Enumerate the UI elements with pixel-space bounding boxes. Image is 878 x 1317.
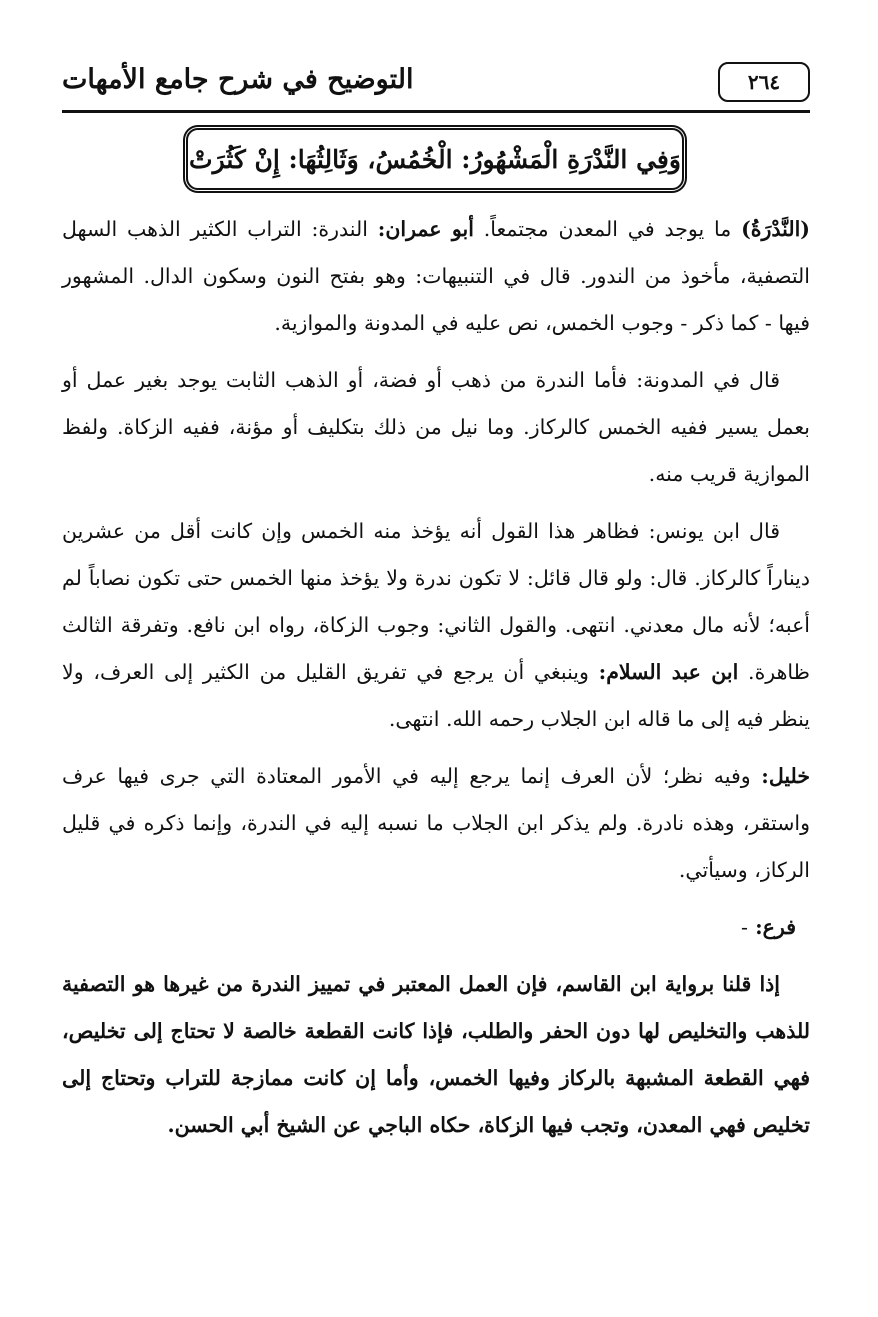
- subheading-text: فرع:: [755, 915, 796, 939]
- subheading-far: [62, 904, 810, 951]
- paragraph-5-text: إذا قلنا برواية ابن القاسم، فإن العمل المعتبر في تمييز الندرة من غيرها هو التصفية للذهب والتخليص لها دون الحفر والطلب، فإذا كانت القطعة خالصة لا تحتاج إلى تخليص، فهي القطعة المشبهة بالركاز وفيها الخمس، وأما إن كانت ممازجة للتراب وتحتاج إلى تخليص فهي المعدن، وتجب فيها الزكاة، حكاه الباجي عن الشيخ أبي الحسن.: [62, 972, 810, 1137]
- paragraph-1-text-b: الندرة: التراب الكثير الذهب السهل التصفية، مأخوذ من الندور. قال في التنبيهات: وهو بفتح النون وسكون الدال. المشهور فيها - كما ذكر - وجوب الخمس، نص عليه في المدونة والموازية.: [62, 217, 810, 335]
- paragraph-2-text: قال في المدونة: فأما الندرة من ذهب أو فضة، أو الذهب الثابت يوجد بغير عمل أو بعمل يسير ففيه الخمس كالركاز. وما نيل من ذلك بتكليف أو مؤنة، ففيه الزكاة. ولفظ الموازية قريب منه.: [62, 368, 810, 486]
- matn-heading-box: [186, 128, 684, 190]
- page-header: [62, 58, 810, 110]
- running-title: التوضيح في شرح جامع الأمهات: [62, 64, 414, 95]
- paragraph-4: [62, 753, 810, 894]
- header-rule: [62, 110, 810, 113]
- paragraph-5: [62, 961, 810, 1149]
- scholar-name-khalil: خليل:: [761, 764, 810, 788]
- scholar-name-abu-imran: أبو عمران:: [377, 217, 474, 241]
- paragraph-4-text: وفيه نظر؛ لأن العرف إنما يرجع إليه في الأمور المعتادة التي جرى فيها عرف واستقر، وهذه نادرة. ولم يذكر ابن الجلاب ما نسبه إليه في الندرة، وإنما ذكره في قليل الركاز، وسيأتي.: [62, 764, 810, 882]
- paragraph-3-text-a: قال ابن يونس: فظاهر هذا القول أنه يؤخذ منه الخمس وإن كانت أقل من عشرين ديناراً كالركاز. قال: ولو قال قائل: لا تكون ندرة ولا يؤخذ منها الخمس حتى تكون نصاباً لم أعبه؛ لأنه مال معدني. انتهى. والقول الثاني: وجوب الزكاة، رواه ابن نافع. وتفرقة الثالث ظاهرة.: [62, 519, 810, 684]
- paragraph-1: [62, 206, 810, 347]
- paragraph-3: [62, 508, 810, 743]
- paragraph-2: [62, 357, 810, 498]
- subheading-dash: -: [741, 915, 748, 939]
- paragraph-1-text-a: ما يوجد في المعدن مجتمعاً.: [473, 217, 742, 241]
- page-number: ٢٦٤: [718, 62, 810, 102]
- defined-term: (النَّدْرَةُ): [741, 217, 811, 241]
- commentary-body: [62, 206, 810, 1159]
- paragraph-3-text-b: وينبغي أن يرجع في تفريق القليل من الكثير إلى العرف، ولا ينظر فيه إلى ما قاله ابن الجلاب رحمه الله. انتهى.: [62, 660, 810, 731]
- scholar-name-ibn-abd-al-salam: ابن عبد السلام:: [598, 660, 739, 684]
- matn-heading-text: وَفِي النَّدْرَةِ الْمَشْهُورُ: الْخُمُسُ، وَثَالِثُهَا: إِنْ كَثُرَتْ: [189, 144, 681, 174]
